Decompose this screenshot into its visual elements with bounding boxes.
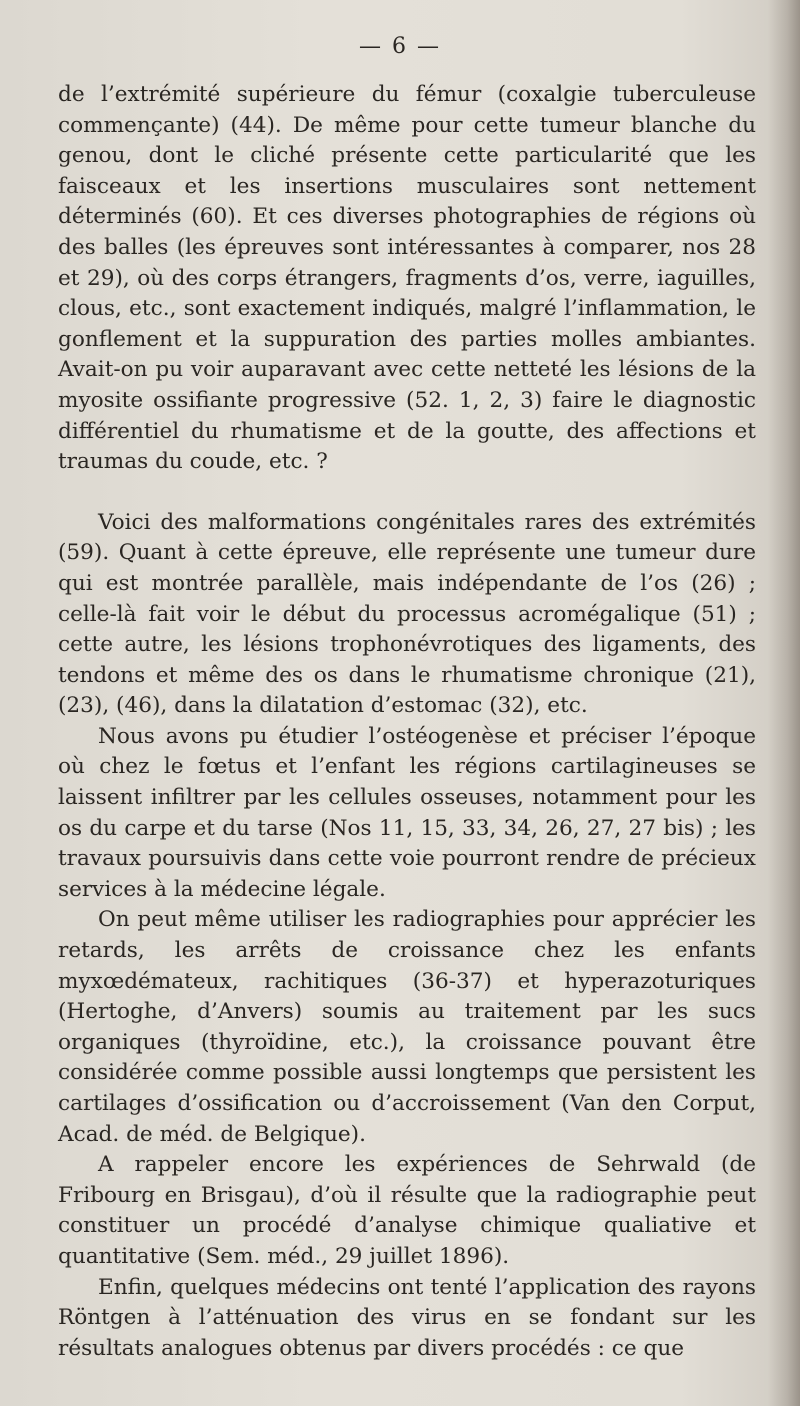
paragraph: Nous avons pu étudier l’ostéogenèse et préciser l’époque où chez le fœtus et l’enfant les régions cartilagineuses se laissent infiltrer par les cellules osseuses, notamment pour les os du carpe et du tarse (Nos 11, 15, 33, 34, 26, 27, 27 bis) ; les travaux poursuivis dans cette voie pourront rendre de précieux services à la médecine légale.: [58, 723, 756, 902]
paragraph: Voici des malformations congénitales rares des extrémités (59). Quant à cette épreuve, elle représente une tumeur dure qui est montrée parallèle, mais indépendante de l’os (26) ; celle-là fait voir le début du processus acromégalique (51) ; cette autre, les lésions trophonévrotiques des ligaments, des tendons et même des os dans le rhumatisme chronique (21), (23), (46), dans la dilatation d’estomac (32), etc.: [58, 509, 756, 719]
paragraph: A rappeler encore les expériences de Sehrwald (de Fribourg en Brisgau), d’où il résulte que la radiographie peut constituer un procédé d’analyse chimique qualiative et quantitative (Sem. méd., 29 juillet 1896).: [58, 1152, 756, 1269]
paragraph: de l’extrémité supérieure du fémur (coxalgie tuberculeuse commençante) (44). De même pour cette tumeur blanche du genou, dont le cliché présente cette particularité que les faisceaux et les insertions musculaires sont nettement déterminés (60). Et ces diverses photographies de régions où des balles (les épreuves sont intéressantes à comparer, nos 28 et 29), où des corps étrangers, fragments d’os, verre, iaguilles, clous, etc., sont exactement indiqués, malgré l’inflammation, le gonflement et la suppuration des parties molles ambiantes. Avait-on pu voir auparavant avec cette netteté les lésions de la myosite ossifiante progressive (52. 1, 2, 3) faire le diagnostic différentiel du rhumatisme et de la goutte, des affections et traumas du coude, etc. ?: [58, 82, 756, 475]
paragraph: Enfin, quelques médecins ont tenté l’application des rayons Röntgen à l’atténuation des virus en se fondant sur les résultats analogues obtenus par divers procédés : ce que: [58, 1274, 756, 1361]
page-edge-shadow: [768, 0, 800, 1406]
page-number: — 6 —: [359, 34, 441, 59]
body-text: [58, 80, 756, 1364]
paragraph: On peut même utiliser les radiographies pour apprécier les retards, les arrêts de croissance chez les enfants myxœdémateux, rachitiques (36-37) et hyperazoturiques (Hertoghe, d’Anvers) soumis au traitement par les sucs organiques (thyroïdine, etc.), la croissance pouvant être considérée comme possible aussi longtemps que persistent les cartilages d’ossification ou d’accroissement (Van den Corput, Acad. de méd. de Belgique).: [58, 907, 756, 1147]
